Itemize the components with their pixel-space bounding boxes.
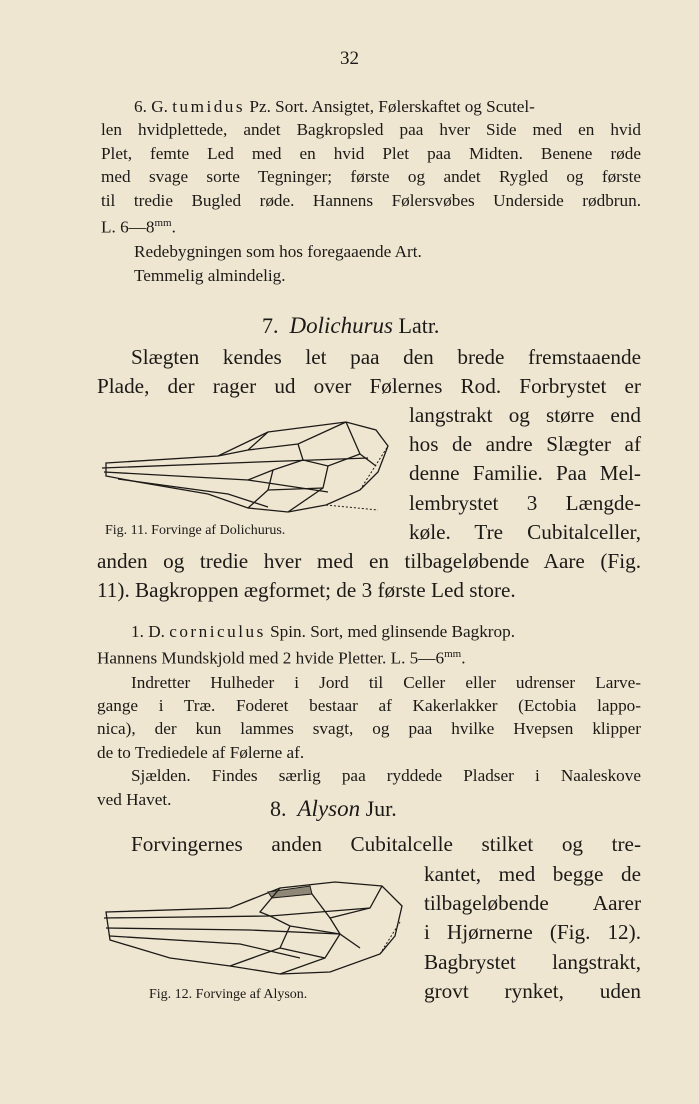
genus-7-side-text: langstrakt og større end hos de andre Slægter af denne Familie. Paa Mel- lembrystet 3 Længde- køle. Tre Cubitalceller, bbox=[409, 403, 641, 544]
species-7-1-entry: 1. D. corniculus Spin. Sort, med glinsende Bagkrop. Hannens Mundskjold med 2 hvide Pletter. L. $5—6^{mm}$. Indretter Hulheder i Jord til Celler eller udrenser Larve- gange i Træ. Foderet bestaar af Kakerlakker (Ectobia lappo- nica), der kun lammes svagt, og paa hvilke Hvepsen klipper de to Trediedele af Følerne af. Sjælden. Findes særlig paa ryddede Pladser i Naaleskove ved Havet. bbox=[97, 622, 641, 809]
genus-8-description: Forvingernes anden Cubitalcelle stilket og tre- bbox=[131, 832, 641, 856]
species-name: corniculus bbox=[169, 622, 266, 641]
description-line: len hvidplettede, andet Bagkropsled paa hver Side med en hvid bbox=[101, 120, 641, 140]
figure-12-wing-drawing bbox=[100, 878, 410, 983]
genus-7-heading: 7. Dolichurus Latr. bbox=[262, 313, 440, 338]
genus-8-side-text: kantet, med begge de tilbageløbende Aarer i Hjørnerne (Fig. 12). Bagbrystet langstrakt, grovt rynket, uden bbox=[424, 862, 641, 1003]
figure-11-wing-drawing bbox=[98, 410, 393, 518]
frequency-note: Temmelig almindelig. bbox=[134, 265, 286, 285]
description-line: med svage sorte Tegninger; første og andet Rygled og første bbox=[101, 167, 641, 187]
figure-11-caption: Fig. 11. Forvinge af Dolichurus. bbox=[105, 523, 286, 538]
species-name: tumidus bbox=[172, 97, 246, 116]
genus-name: Dolichurus bbox=[289, 313, 393, 338]
genus-name: Alyson bbox=[297, 796, 361, 821]
figure-12-caption: Fig. 12. Forvinge af Alyson. bbox=[149, 987, 308, 1002]
genus-8-heading: 8. Alyson Jur. bbox=[270, 796, 397, 821]
genus-7-description-continued: anden og tredie hver med en tilbageløbende Aare (Fig. 11). Bagkroppen ægformet; de 3 første Led store. bbox=[97, 549, 641, 603]
species-6-entry bbox=[101, 95, 641, 287]
description-line: Plet, femte Led med en hvid Plet paa Midten. Benene røde bbox=[101, 143, 641, 163]
species-6-first-line: 6. G. tumidus Pz. Sort. Ansigtet, Følerskaftet og Scutel- bbox=[134, 97, 535, 116]
species-length: L. $6—8^{mm}$. bbox=[101, 217, 176, 237]
genus-7-description: Slægten kendes let paa den brede fremstaaende Plade, der rager ud over Følernes Rod. Forbrystet er bbox=[97, 345, 641, 399]
page-number: 32 bbox=[340, 48, 359, 69]
description-line: til tredie Bugled røde. Hannens Følersvøbes Underside rødbrun. bbox=[101, 190, 641, 210]
nest-note: Redebygningen som hos foregaaende Art. bbox=[134, 242, 422, 262]
